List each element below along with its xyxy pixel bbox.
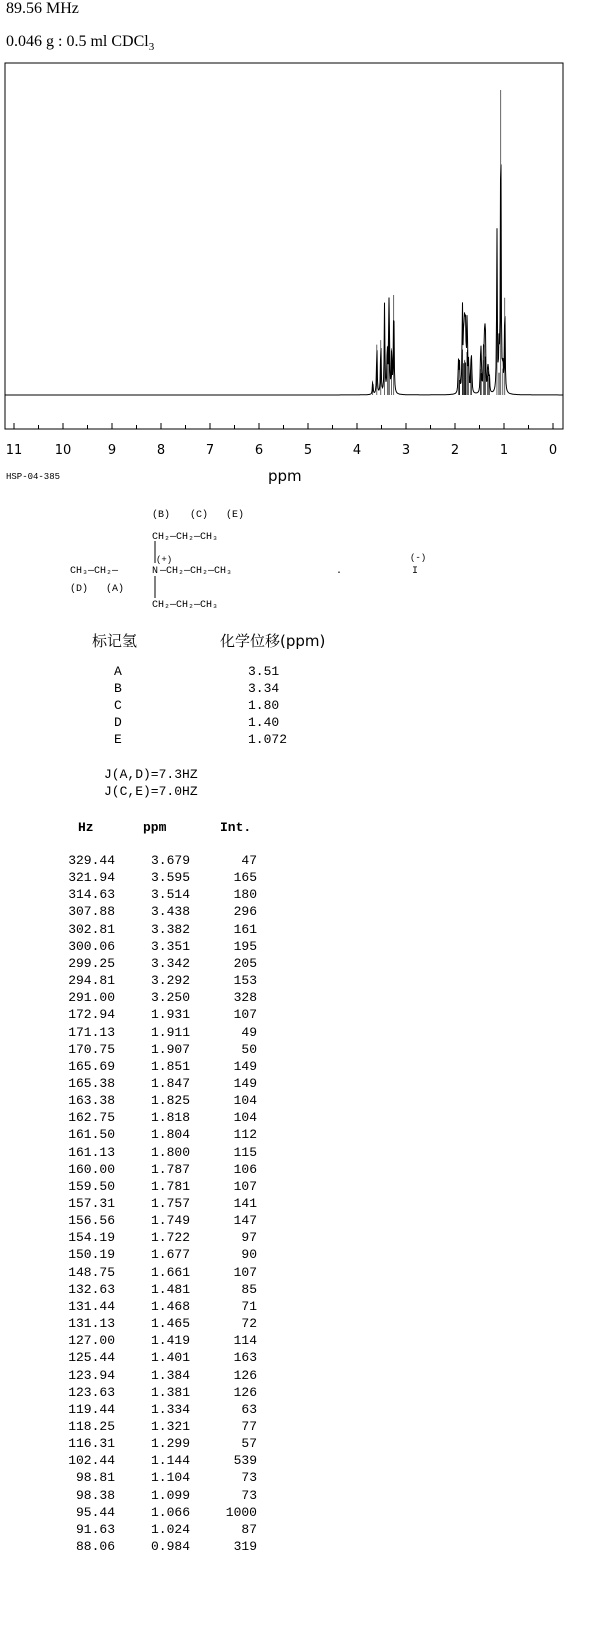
header-ppm: ppm [143, 820, 167, 835]
table-row [0, 1162, 300, 1179]
assignment-label: C [114, 698, 122, 713]
cell-hz: 88.06 [75, 1539, 115, 1554]
cell-int: 296 [233, 904, 257, 920]
cell-ppm: 1.661 [150, 1264, 190, 1280]
cell-ppm: 1.468 [150, 1298, 190, 1314]
cell-ppm: 1.384 [150, 1367, 190, 1383]
cell-hz: 148.75 [68, 1264, 115, 1280]
cell-hz: 119.44 [68, 1401, 115, 1417]
cell-ppm: 3.342 [150, 955, 190, 971]
table-row [0, 1385, 300, 1402]
cell-ppm: 1.911 [150, 1024, 190, 1040]
table-row [0, 1402, 300, 1419]
cell-int: 141 [233, 1196, 257, 1211]
table-row [0, 1505, 300, 1522]
cell-ppm: 1.465 [150, 1316, 190, 1332]
table-row [0, 1316, 300, 1333]
table-row [0, 1213, 300, 1230]
table-row [0, 1299, 300, 1316]
cell-int: 165 [233, 870, 257, 886]
table-row [0, 1350, 300, 1367]
cell-hz: 161.50 [68, 1127, 115, 1143]
cell-hz: 98.38 [75, 1487, 115, 1503]
cell-int: 539 [233, 1453, 257, 1469]
cell-int: 149 [233, 1058, 257, 1074]
cell-int: 328 [233, 990, 257, 1006]
cell-int: 153 [233, 973, 257, 989]
table-row [0, 1196, 300, 1213]
coupling-constant-1: J(A,D)=7.3HZ [104, 767, 198, 782]
assignment-label: B [114, 681, 122, 696]
cell-ppm: 1.804 [150, 1127, 190, 1143]
sample-main-text: 0.046 g : 0.5 ml CDCl [6, 33, 149, 50]
cell-ppm: 1.757 [150, 1196, 190, 1211]
assignment-shift: 3.34 [248, 681, 280, 696]
cell-int: 77 [241, 1418, 257, 1434]
table-row [0, 1522, 300, 1539]
plot-frame [5, 63, 563, 429]
label-e: (E) [226, 510, 245, 521]
cell-hz: 132.63 [68, 1281, 115, 1297]
cell-int: 205 [233, 955, 257, 971]
cell-hz: 125.44 [68, 1350, 115, 1366]
iodide: I [412, 566, 419, 577]
cell-ppm: 1.907 [150, 1041, 190, 1057]
cell-int: 180 [233, 887, 257, 903]
cell-ppm: 1.381 [150, 1384, 190, 1400]
spectrum-id: HSP-04-385 [6, 472, 61, 482]
cell-hz: 118.25 [68, 1418, 115, 1434]
cell-ppm: 3.292 [150, 973, 190, 989]
cell-hz: 154.19 [68, 1230, 115, 1246]
cell-ppm: 0.984 [150, 1539, 190, 1554]
x-tick-label: 6 [254, 443, 264, 458]
x-tick-label: 9 [107, 443, 117, 458]
cell-int: 107 [233, 1264, 257, 1280]
coupling-constant-2: J(C,E)=7.0HZ [104, 784, 198, 799]
chemical-structure [60, 505, 460, 615]
x-tick-label: 8 [156, 443, 166, 458]
cell-int: 114 [233, 1333, 257, 1349]
peak-marks [373, 90, 505, 395]
table-row [0, 990, 300, 1007]
table-row [0, 1470, 300, 1487]
cell-ppm: 1.481 [150, 1281, 190, 1297]
cell-int: 104 [233, 1110, 257, 1126]
cell-ppm: 1.781 [150, 1178, 190, 1194]
cell-hz: 171.13 [68, 1024, 115, 1040]
cell-hz: 98.81 [75, 1470, 115, 1486]
cell-int: 73 [241, 1487, 257, 1503]
table-row [0, 956, 300, 973]
cell-int: 49 [241, 1024, 257, 1040]
x-axis-label: ppm [268, 467, 302, 485]
cell-ppm: 1.099 [150, 1487, 190, 1503]
table-row [0, 1265, 300, 1282]
cell-int: 147 [233, 1213, 257, 1229]
spectrometer-frequency: 89.56 MHz [6, 0, 79, 17]
cell-hz: 123.94 [68, 1367, 115, 1383]
cell-hz: 123.63 [68, 1384, 115, 1400]
header-hz: Hz [78, 820, 94, 835]
table-row [0, 1436, 300, 1453]
cell-ppm: 3.514 [150, 887, 190, 903]
nitrogen: N [152, 566, 159, 577]
x-tick-label: 0 [548, 443, 558, 458]
cell-int: 97 [241, 1230, 257, 1246]
table-row [0, 922, 300, 939]
cell-ppm: 3.382 [150, 921, 190, 937]
cell-int: 73 [241, 1470, 257, 1486]
table-row [0, 1247, 300, 1264]
cell-int: 126 [233, 1384, 257, 1400]
cell-hz: 160.00 [68, 1161, 115, 1177]
cell-ppm: 1.419 [150, 1333, 190, 1349]
assignment-shift: 1.072 [248, 732, 288, 747]
label-a: (A) [106, 584, 125, 595]
cell-int: 106 [233, 1161, 257, 1177]
table-row [0, 1488, 300, 1505]
cell-ppm: 3.438 [150, 904, 190, 920]
table-row [0, 1007, 300, 1024]
left-chain: CH₃—CH₂— [70, 566, 119, 577]
x-tick-label: 11 [5, 443, 23, 458]
table-row [0, 1539, 300, 1556]
cell-int: 50 [241, 1041, 257, 1057]
cell-hz: 329.44 [68, 853, 115, 868]
cell-ppm: 3.351 [150, 938, 190, 954]
charge-plus: (+) [156, 555, 173, 565]
cell-int: 161 [233, 921, 257, 937]
table-row [0, 1179, 300, 1196]
cell-hz: 91.63 [75, 1521, 115, 1537]
table-row [0, 870, 300, 887]
table-row [0, 1059, 300, 1076]
cell-int: 115 [233, 1144, 257, 1160]
cell-int: 90 [241, 1247, 257, 1263]
cell-hz: 170.75 [68, 1041, 115, 1057]
dot: . [336, 566, 343, 577]
table-row [0, 973, 300, 990]
cell-hz: 131.13 [68, 1316, 115, 1332]
label-d: (D) [70, 584, 89, 595]
x-tick-label: 10 [54, 443, 72, 458]
cell-hz: 291.00 [68, 990, 115, 1006]
cell-hz: 165.38 [68, 1075, 115, 1091]
cell-int: 85 [241, 1281, 257, 1297]
x-tick-label: 2 [450, 443, 460, 458]
cell-int: 72 [241, 1316, 257, 1332]
cell-ppm: 1.321 [150, 1418, 190, 1434]
cell-hz: 162.75 [68, 1110, 115, 1126]
x-tick-label: 4 [352, 443, 362, 458]
header-int: Int. [220, 820, 252, 835]
cell-ppm: 1.024 [150, 1521, 190, 1537]
label-b: (B) [152, 510, 171, 521]
cell-ppm: 1.818 [150, 1110, 190, 1126]
cell-hz: 102.44 [68, 1453, 115, 1469]
table-row [0, 1145, 300, 1162]
cell-hz: 150.19 [68, 1247, 115, 1263]
table-row [0, 939, 300, 956]
cell-ppm: 1.677 [150, 1247, 190, 1263]
cell-hz: 95.44 [75, 1504, 115, 1520]
spectrum-trace [5, 164, 563, 395]
table-row [0, 1042, 300, 1059]
cell-hz: 300.06 [68, 938, 115, 954]
cell-ppm: 1.722 [150, 1230, 190, 1246]
cell-hz: 131.44 [68, 1298, 115, 1314]
table-row [0, 853, 300, 870]
cell-int: 47 [241, 853, 257, 868]
cell-ppm: 1.825 [150, 1093, 190, 1109]
cell-int: 149 [233, 1075, 257, 1091]
cell-ppm: 1.104 [150, 1470, 190, 1486]
table-row [0, 1230, 300, 1247]
cell-ppm: 1.800 [150, 1144, 190, 1160]
table-row [0, 1025, 300, 1042]
x-tick-label: 3 [401, 443, 411, 458]
cell-hz: 159.50 [68, 1178, 115, 1194]
cell-hz: 307.88 [68, 904, 115, 920]
cell-hz: 294.81 [68, 973, 115, 989]
cell-ppm: 1.144 [150, 1453, 190, 1469]
shift-assignment-table [0, 628, 595, 799]
cell-int: 104 [233, 1093, 257, 1109]
cell-int: 195 [233, 938, 257, 954]
cell-hz: 165.69 [68, 1058, 115, 1074]
table-row [0, 1282, 300, 1299]
cell-int: 163 [233, 1350, 257, 1366]
table-row [0, 1453, 300, 1470]
cell-hz: 321.94 [68, 870, 115, 886]
assignment-shift: 1.40 [248, 715, 280, 730]
cell-hz: 157.31 [68, 1196, 115, 1211]
cell-int: 63 [241, 1401, 257, 1417]
cell-ppm: 3.679 [150, 853, 190, 868]
assignment-label: A [114, 664, 122, 679]
cell-int: 112 [233, 1127, 257, 1143]
top-chain: CH₂—CH₂—CH₃ [152, 532, 219, 543]
cell-int: 126 [233, 1367, 257, 1383]
assign-header-shift: 化学位移(ppm) [220, 632, 326, 650]
table-row [0, 1333, 300, 1350]
x-tick-label: 7 [205, 443, 215, 458]
assignment-shift: 1.80 [248, 698, 280, 713]
bottom-chain: CH₂—CH₂—CH₃ [152, 600, 219, 611]
cell-hz: 156.56 [68, 1213, 115, 1229]
cell-ppm: 1.847 [150, 1075, 190, 1091]
x-tick-label: 5 [303, 443, 313, 458]
cell-ppm: 3.595 [150, 870, 190, 886]
cell-ppm: 1.401 [150, 1350, 190, 1366]
right-chain: —CH₂—CH₂—CH₃ [160, 566, 233, 577]
charge-minus: (-) [410, 553, 427, 563]
nmr-spectrum-chart [0, 60, 595, 470]
cell-ppm: 1.851 [150, 1058, 190, 1074]
cell-hz: 299.25 [68, 955, 115, 971]
assignment-shift: 3.51 [248, 664, 280, 679]
cell-int: 1000 [225, 1504, 257, 1520]
table-row [0, 1368, 300, 1385]
assign-header-label: 标记氢 [92, 632, 138, 650]
cell-hz: 163.38 [68, 1093, 115, 1109]
table-row [0, 1127, 300, 1144]
cell-hz: 314.63 [68, 887, 115, 903]
cell-int: 107 [233, 1007, 257, 1023]
table-row [0, 1093, 300, 1110]
cell-hz: 161.13 [68, 1144, 115, 1160]
cell-ppm: 1.299 [150, 1436, 190, 1452]
cell-ppm: 1.066 [150, 1504, 190, 1520]
x-axis-ticks [14, 423, 553, 429]
cell-ppm: 1.334 [150, 1401, 190, 1417]
cell-int: 57 [241, 1436, 257, 1452]
cell-hz: 172.94 [68, 1007, 115, 1023]
cell-int: 71 [241, 1298, 257, 1314]
table-row [0, 1110, 300, 1127]
x-tick-label: 1 [499, 443, 509, 458]
cell-ppm: 3.250 [150, 990, 190, 1006]
table-row [0, 904, 300, 921]
table-row [0, 1419, 300, 1436]
sample-concentration [6, 33, 154, 53]
sample-subscript: 3 [148, 41, 155, 54]
cell-ppm: 1.787 [150, 1161, 190, 1177]
cell-int: 107 [233, 1178, 257, 1194]
cell-int: 87 [241, 1521, 257, 1537]
label-c: (C) [190, 510, 209, 521]
cell-ppm: 1.931 [150, 1007, 190, 1023]
table-row [0, 887, 300, 904]
table-row [0, 1076, 300, 1093]
assignment-label: E [114, 732, 122, 747]
assignment-label: D [114, 715, 122, 730]
cell-hz: 302.81 [68, 921, 115, 937]
cell-hz: 116.31 [68, 1436, 115, 1452]
cell-hz: 127.00 [68, 1333, 115, 1349]
x-axis-tick-labels [6, 443, 557, 458]
cell-int: 319 [233, 1539, 257, 1554]
cell-ppm: 1.749 [150, 1213, 190, 1229]
